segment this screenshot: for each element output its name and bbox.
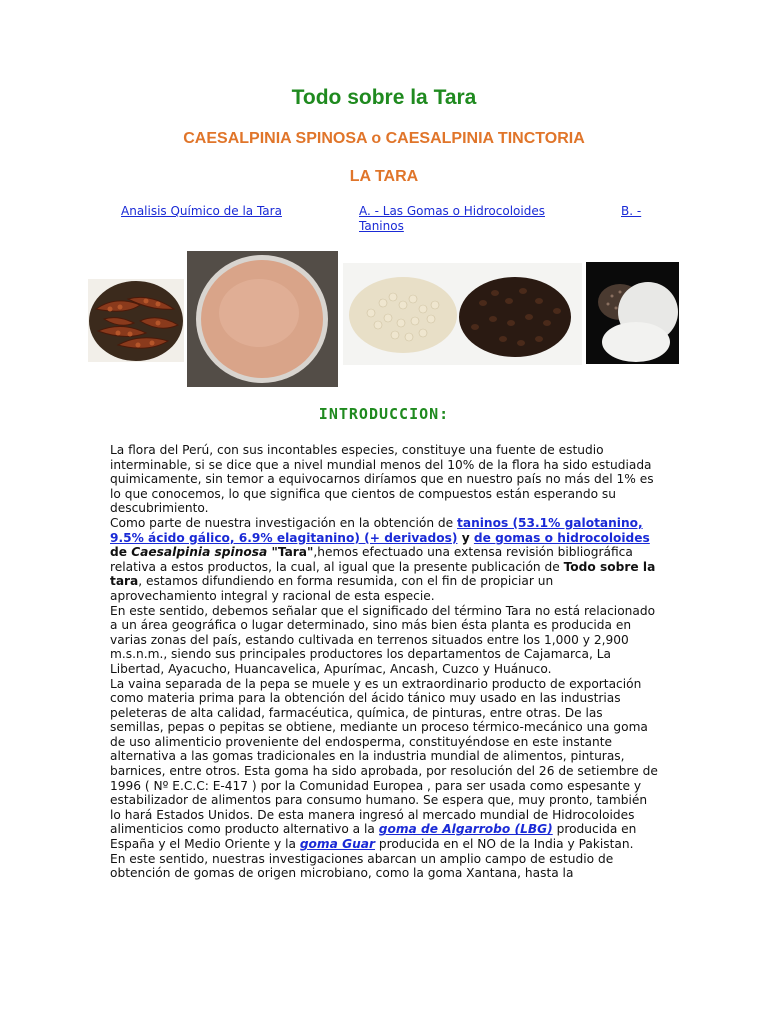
intro-paragraph-4 (110, 677, 658, 852)
link-goma-guar[interactable]: goma Guar (299, 837, 375, 852)
intro-paragraph-3: En este sentido, debemos señalar que el significado del término Tara no está relacionado a un área geográfica o lugar determinado, sino más bien ésta planta es producida en varias zonas del país, estando cultivada en terrenos situados entre los 1,000 y 2,900 m.s.n.m., siendo sus principales productores los departamentos de Cajamarca, La Libertad, Ayacucho, Huancavelica, Apurímac, Ancash, Cuzco y Huánuco. (110, 603, 656, 676)
link-goma-algarrobo[interactable]: goma de Algarrobo (LBG) (378, 822, 553, 837)
text-span: "Tara" (267, 545, 314, 560)
text-span: , estamos difundiendo en forma resumida, con el fin de propiciar un aprovechamiento integral y racional de esta especie. (110, 574, 554, 603)
link-gomas-inline[interactable]: de gomas o hidrocoloides (473, 530, 650, 545)
text-span: de (110, 545, 132, 560)
link-taninos[interactable]: B. - (621, 204, 642, 218)
intro-body (110, 443, 658, 881)
intro-paragraph-1: La flora del Perú, con sus incontables especies, constituye una fuente de estudio interminable, si se dice que a nivel mundial menos del 10% de la flora ha sido estudiada quimicamente, sin temor a equivocarnos diríamos que en nuestro país no más del 1% es lo que conocemos, lo que significa que cientos de compuestos están esperando su descubrimiento. (110, 443, 654, 516)
page-title: Todo sobre la Tara (291, 86, 477, 109)
text-span: y (457, 530, 474, 545)
intro-paragraph-2 (110, 516, 658, 604)
text-span: ,hemos efectuado una extensa revisión bibliográfica relativa a estos productos, la cual, al igual que la presente publicación de (110, 545, 633, 574)
text-span: Todo sobre la tara (110, 559, 656, 589)
text-span: Como parte de nuestra investigación en la obtención de (110, 515, 458, 530)
tara-gum-powder-photo (586, 262, 679, 364)
species-name: Caesalpinia spinosa (131, 545, 268, 560)
tara-powder-photo (187, 251, 338, 387)
text-span: producida en España y el Medio Oriente y la (110, 822, 637, 852)
section-heading: INTRODUCCION: (318, 405, 450, 423)
text-span: La vaina separada de la pepa se muele y es un extraordinario producto de exportación como materia prima para la obtención del ácido tánico muy usado en las industrias peleteras de alta calidad, farmacéutica, química, de pinturas, entre otras. De las semillas, pepas o pepitas se obtiene, mediante un proceso térmico-mecánico una goma de uso alimenticio proveniente del endosperma, constituyéndose en este instante alternativa a las gomas tradicionales en la industria mundial de alimentos, pinturas, barnices, entre otros. Esta goma ha sido aprobada, por resolución del 26 de setiembre de 1996 ( Nº E.C.C: E-417 ) por la Comunidad Europea , para ser usada como espesante y estabilizador de alimentos para consumo humano. Se espera que, muy pronto, también lo hará Estados Unidos. De esta manera ingresó al mercado mundial de Hidrocoloides alimenticios como producto alternativo a la (110, 676, 658, 837)
link-gomas-hidrocoloides[interactable]: A. - Las Gomas o Hidrocoloides Taninos (359, 204, 545, 233)
page-subtitle-secondary: LA TARA (349, 168, 419, 185)
text-span: producida en el NO de la India y Pakistan. (375, 837, 634, 852)
tara-pods-photo (88, 279, 184, 362)
link-taninos-inline[interactable]: taninos (53.1% galotanino, 9.5% ácido gálico, 6.9% elagitanino) (+ derivados) (110, 515, 643, 545)
tara-seeds-photo (343, 263, 582, 365)
page-subtitle: CAESALPINIA SPINOSA o CAESALPINIA TINCTORIA (183, 130, 585, 147)
intro-paragraph-5: En este sentido, nuestras investigaciones abarcan un amplio campo de estudio de obtención de gomas de origen microbiano, como la goma Xantana, hasta la (110, 851, 614, 881)
link-analisis-quimico[interactable]: Analisis Químico de la Tara (121, 204, 282, 218)
